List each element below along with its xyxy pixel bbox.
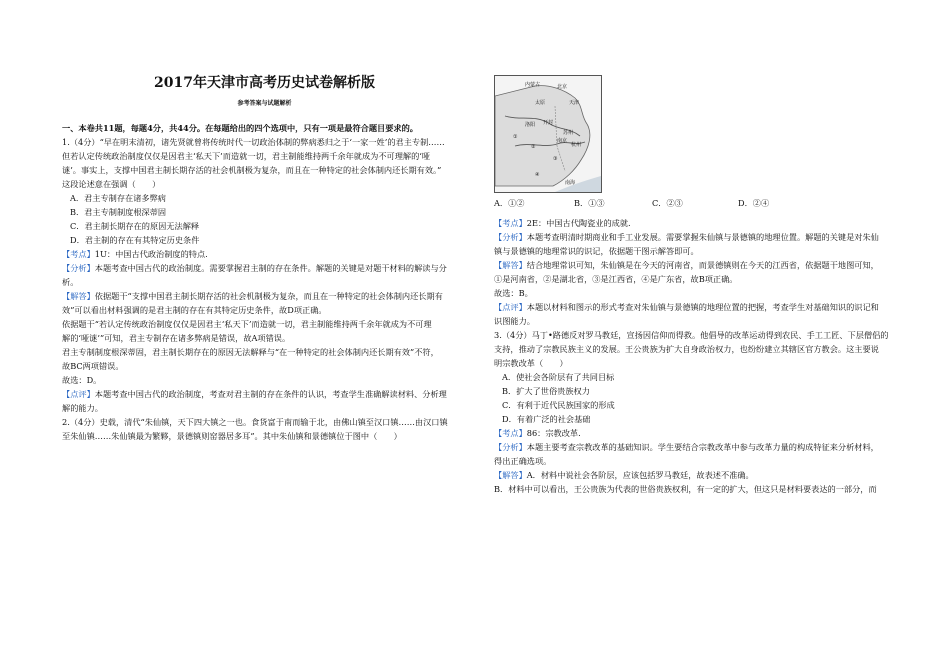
line-text: A．材料中说社会各阶层，应该包括罗马教廷，故表述不准确。 bbox=[526, 470, 754, 480]
line-text: 结合地理常识可知，朱仙镇是在今天的河南省，而景德镇则在今天的江西省，依据题干地图可知， bbox=[526, 260, 879, 270]
line-text: D．君主制的存在有其特定历史条件 bbox=[70, 235, 200, 245]
line-text: B．君主专制制度根深蒂固 bbox=[70, 207, 167, 217]
text-line bbox=[62, 149, 467, 163]
q2-option-b: B．①③ bbox=[574, 198, 605, 208]
line-text: 一、本卷共11题，每题4分，共44分。在每题给出的四个选项中，只有一项是最符合题目要求的。 bbox=[62, 123, 418, 133]
text-line bbox=[494, 342, 894, 356]
line-text: 本题以材料和图示的形式考查对朱仙镇与景德镇的地理位置的把握，考查学生对基础知识的识记和 bbox=[526, 302, 879, 312]
map-label: 太原 bbox=[535, 100, 546, 106]
text-line bbox=[494, 398, 894, 412]
line-text: 谜’。事实上，支撑中国君主制长期存活的社会机制极为复杂，而且在一种特定的社会体制内还长期有效。” bbox=[62, 165, 442, 175]
line-text: 镇与景德镇的地理常识的识记，依据题干图示解答即可。 bbox=[494, 246, 699, 256]
line-text: 本题考查中国古代的政治制度。需要掌握君主制的存在条件。解题的关键是对题干材料的解读与分 bbox=[94, 263, 447, 273]
text-line bbox=[62, 387, 467, 401]
text-line bbox=[62, 331, 467, 345]
line-text: 1U：中国古代政治制度的特点. bbox=[94, 249, 208, 259]
text-line bbox=[62, 373, 467, 387]
line-text: 3.（4分）马丁•路德反对罗马教廷，宣扬因信仰而得救。他倡导的改革运动得到农民、手工工匠、下层僧侣的 bbox=[494, 330, 889, 340]
text-line bbox=[62, 317, 467, 331]
text-line bbox=[62, 191, 467, 205]
left-column bbox=[62, 121, 467, 443]
text-line bbox=[62, 121, 467, 135]
line-text: D．有着广泛的社会基础 bbox=[502, 414, 591, 424]
section-tag: 【分析】 bbox=[494, 232, 527, 242]
text-line bbox=[494, 314, 894, 328]
section-tag: 【点评】 bbox=[494, 302, 527, 312]
q2-option-c: C．②③ bbox=[652, 198, 683, 208]
line-text: 本题考查明清时期商业和手工业发展。需要掌握朱仙镇与景德镇的地理位置。解题的关键是对朱仙 bbox=[526, 232, 879, 242]
line-text: 故选：B。 bbox=[494, 288, 533, 298]
page-title: 2017年天津市高考历史试卷解析版 bbox=[154, 75, 375, 91]
text-line bbox=[494, 230, 894, 244]
line-text: 得出正确选项。 bbox=[494, 456, 552, 466]
section-tag: 【解答】 bbox=[62, 291, 95, 301]
text-line bbox=[62, 359, 467, 373]
text-line bbox=[494, 440, 894, 454]
map-label: ② bbox=[531, 144, 536, 150]
map-label: 北京 bbox=[557, 84, 568, 90]
line-text: 识图能力。 bbox=[494, 316, 535, 326]
section-tag: 【考点】 bbox=[494, 428, 527, 438]
section-tag: 【考点】 bbox=[494, 218, 527, 228]
text-line bbox=[62, 163, 467, 177]
line-text: 明宗教改革（ ） bbox=[494, 358, 568, 368]
line-text: 君主专制制度根深蒂固，君主制长期存在的原因无法解释与“在一种特定的社会体制内还长期有效”不符， bbox=[62, 347, 439, 357]
map-label: 天津 bbox=[569, 100, 580, 106]
text-line bbox=[62, 205, 467, 219]
text-line bbox=[494, 412, 894, 426]
line-text: A．君主专制存在诸多弊病 bbox=[70, 193, 166, 203]
text-line bbox=[62, 345, 467, 359]
section-tag: 【分析】 bbox=[62, 263, 95, 273]
q2-option-d: D．②④ bbox=[738, 198, 770, 208]
text-line bbox=[62, 303, 467, 317]
line-text: ①是河南省，②是湖北省，③是江西省，④是广东省，故B项正确。 bbox=[494, 274, 738, 284]
text-line bbox=[62, 247, 467, 261]
text-line bbox=[62, 261, 467, 275]
line-text: 依据题干“若认定传统政治制度仅仅是因君主‘私天下’而造就一切，君主制能维持两千余年就成为不可理 bbox=[62, 319, 432, 329]
map-label: ④ bbox=[535, 172, 540, 178]
line-text: 解的‘哑谜’”可知，君主专制存在诸多弊病是错误，故A项错误。 bbox=[62, 333, 291, 343]
text-line bbox=[494, 454, 894, 468]
section-tag: 【解答】 bbox=[494, 470, 527, 480]
line-text: 2.（4分）史载，清代“朱仙镇，天下四大镇之一也。食货富于南而输于北，由佛山镇至汉口镇……由汉口镇 bbox=[62, 417, 448, 427]
line-text: 解的能力。 bbox=[62, 403, 103, 413]
line-text: C．君主制长期存在的原因无法解释 bbox=[70, 221, 200, 231]
line-text: B．扩大了世俗贵族权力 bbox=[502, 386, 590, 396]
text-line bbox=[494, 328, 894, 342]
map-label: 南海 bbox=[565, 180, 576, 186]
line-text: B．材料中可以看出，王公贵族为代表的世俗贵族权利，有一定的扩大，但这只是材料要表达的一部分，而 bbox=[494, 484, 877, 494]
line-text: 但若认定传统政治制度仅仅是因君主‘私天下’而造就一切，君主制能维持两千余年就成为不可理解的‘哑 bbox=[62, 151, 431, 161]
line-text: 依据题干“支撑中国君主制长期存活的社会机制极为复杂，而且在一种特定的社会体制内还长期有 bbox=[94, 291, 443, 301]
line-text: 2E：中国古代陶瓷业的成就. bbox=[526, 218, 631, 228]
section-tag: 【解答】 bbox=[494, 260, 527, 270]
right-column bbox=[494, 216, 894, 496]
china-map-figure bbox=[494, 75, 602, 193]
line-text: 至朱仙镇……朱仙镇最为繁夥，景德镇则窑器居多耳”。其中朱仙镇和景德镇位于图中（ ） bbox=[62, 431, 402, 441]
text-line bbox=[494, 244, 894, 258]
text-line bbox=[494, 370, 894, 384]
map-label: 杭州 bbox=[571, 142, 582, 148]
text-line bbox=[62, 135, 467, 149]
text-line bbox=[62, 177, 467, 191]
line-text: 故选：D。 bbox=[62, 375, 102, 385]
section-tag: 【分析】 bbox=[494, 442, 527, 452]
line-text: 析。 bbox=[62, 277, 79, 287]
line-text: 86：宗教改革. bbox=[526, 428, 581, 438]
map-label: 苏州 bbox=[563, 130, 574, 136]
text-line bbox=[494, 356, 894, 370]
text-line bbox=[62, 401, 467, 415]
map-label: 南京 bbox=[557, 138, 568, 144]
text-line bbox=[494, 384, 894, 398]
text-line bbox=[62, 233, 467, 247]
line-text: 本题主要考查宗教改革的基础知识。学生要结合宗教改革中参与改革力量的构成特征来分析材料， bbox=[526, 442, 879, 452]
section-tag: 【点评】 bbox=[62, 389, 95, 399]
text-line bbox=[494, 258, 894, 272]
line-text: A．使社会各阶层有了共同目标 bbox=[502, 372, 615, 382]
map-label: 洛阳 bbox=[525, 122, 536, 128]
text-line bbox=[494, 468, 894, 482]
line-text: C．有利于近代民族国家的形成 bbox=[502, 400, 615, 410]
text-line bbox=[62, 415, 467, 429]
text-line bbox=[62, 219, 467, 233]
line-text: 效”可以看出材料强调的是君主制的存在有其特定历史条件，故D项正确。 bbox=[62, 305, 327, 315]
map-label: 内蒙古 bbox=[525, 82, 541, 88]
map-drawing bbox=[495, 76, 601, 192]
text-line bbox=[494, 216, 894, 230]
text-line bbox=[494, 286, 894, 300]
text-line bbox=[62, 429, 467, 443]
q2-option-a: A．①② bbox=[494, 198, 525, 208]
map-label: 开封 bbox=[543, 120, 554, 126]
text-line bbox=[494, 300, 894, 314]
text-line bbox=[62, 289, 467, 303]
text-line bbox=[494, 426, 894, 440]
text-line bbox=[494, 482, 894, 496]
line-text: 支持，推动了宗教民族主义的发展。王公贵族为扩大自身政治权力，也纷纷建立其辖区官方教会。这主要说 bbox=[494, 344, 879, 354]
map-label: ③ bbox=[553, 156, 558, 162]
line-text: 本题考查中国古代的政治制度，考查对君主制的存在条件的认识，考查学生准确解读材料、分析理 bbox=[94, 389, 447, 399]
text-line bbox=[62, 275, 467, 289]
line-text: 1.（4分）“早在明末清初，诸先贤就曾将传统时代一切政治体制的弊病悉归之于‘一家一姓’的君主专制…… bbox=[62, 137, 445, 147]
line-text: 故BC两项错误。 bbox=[62, 361, 124, 371]
page-subtitle: 参考答案与试题解析 bbox=[237, 100, 292, 107]
map-label: ① bbox=[513, 134, 518, 140]
section-tag: 【考点】 bbox=[62, 249, 95, 259]
text-line bbox=[494, 272, 894, 286]
line-text: 这段论述意在强调（ ） bbox=[62, 179, 161, 189]
